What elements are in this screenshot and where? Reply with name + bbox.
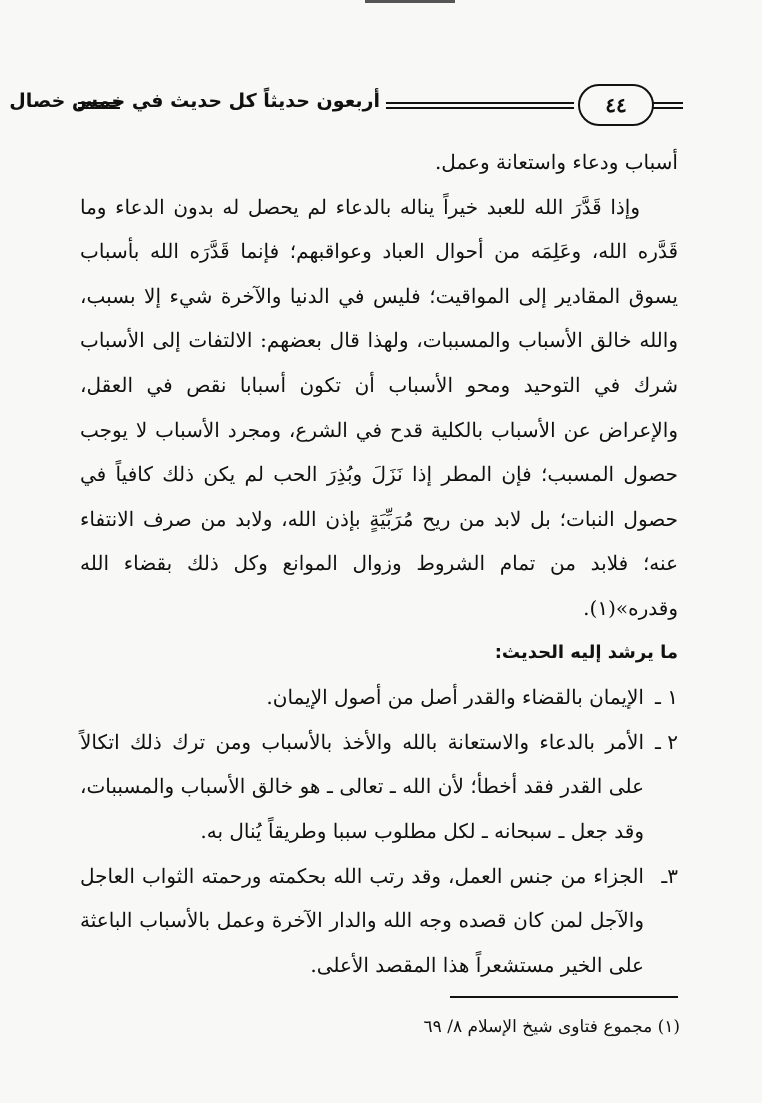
- list-item-text: الأمر بالدعاء والاستعانة بالله والأخذ بالأسباب ومن ترك ذلك اتكالاً على القدر فقد أخطأ؛ لأن الله ـ تعالى ـ هو خالق الأسباب والمسببات، وقد جعل ـ سبحانه ـ لكل مطلوب سببا وطريقاً يُنال به.: [80, 729, 644, 843]
- header-rule-middle: [386, 102, 574, 104]
- footnote: (١) مجموع فتاوى شيخ الإسلام ٨/ ٦٩: [423, 1017, 680, 1037]
- page-number: ٤٤: [578, 84, 654, 126]
- section-heading: ما يرشد إليه الحديث:: [494, 641, 678, 663]
- paragraph-2: وإذا قَدَّرَ الله للعبد خيراً يناله بالدعاء لم يحصل له بدون الدعاء وما قَدَّره الله، وعَلِمَه من أحوال العباد وعواقبهم؛ فإنما قَدَّرَه الله بأسباب يسوق المقادير إلى المواقيت؛ فليس في الدنيا والآخرة شيء إلا بسبب، والله خالق الأسباب والمسببات، ولهذا قال بعضهم: الالتفات إلى الأسباب شرك في التوحيد ومحو الأسباب أن تكون أسبابا نقص في العقل، والإعراض عن الأسباب بالكلية قدح في الشرع، ومجرد الأسباب لا يوجب حصول المسبب؛ فإن المطر إذا نَزَلَ وبُذِرَ الحب لم يكن ذلك كافياً في حصول النبات؛ بل لابد من ريح مُرَبِّيَةٍ بإذن الله، ولابد من صرف الانتفاء عنه؛ فلابد من تمام الشروط وزوال الموانع وكل ذلك بقضاء الله وقدره»(١).: [80, 194, 678, 620]
- running-header: [9, 80, 683, 128]
- header-title: أربعون حديثاً كل حديث في خمس خصال: [9, 90, 380, 112]
- header-rule-middle: [386, 107, 574, 109]
- top-edge-line: [365, 0, 455, 3]
- paragraph-1: أسباب ودعاء واستعانة وعمل.: [434, 150, 678, 174]
- list-item: [80, 854, 678, 988]
- list-item-number: ٣ـ: [661, 863, 678, 888]
- list-item-text: الجزاء من جنس العمل، وقد رتب الله بحكمته ورحمته الثواب العاجل والآجل لمن كان قصده وجه الله والدار الآخرة وعمل بالأسباب الباعثة على الخير مستشعراً هذا المقصد الأعلى.: [80, 863, 644, 977]
- list-item: [80, 675, 678, 720]
- list-item-text: الإيمان بالقضاء والقدر أصل من أصول الإيمان.: [266, 685, 644, 710]
- header-rule-right: [653, 102, 683, 104]
- list-item-number: ٢ ـ: [655, 729, 678, 754]
- list-item-number: ١ ـ: [655, 685, 678, 710]
- footnote-rule: [450, 996, 678, 998]
- list-item: [80, 720, 678, 854]
- header-rule-right: [653, 107, 683, 109]
- body-text: [80, 140, 678, 987]
